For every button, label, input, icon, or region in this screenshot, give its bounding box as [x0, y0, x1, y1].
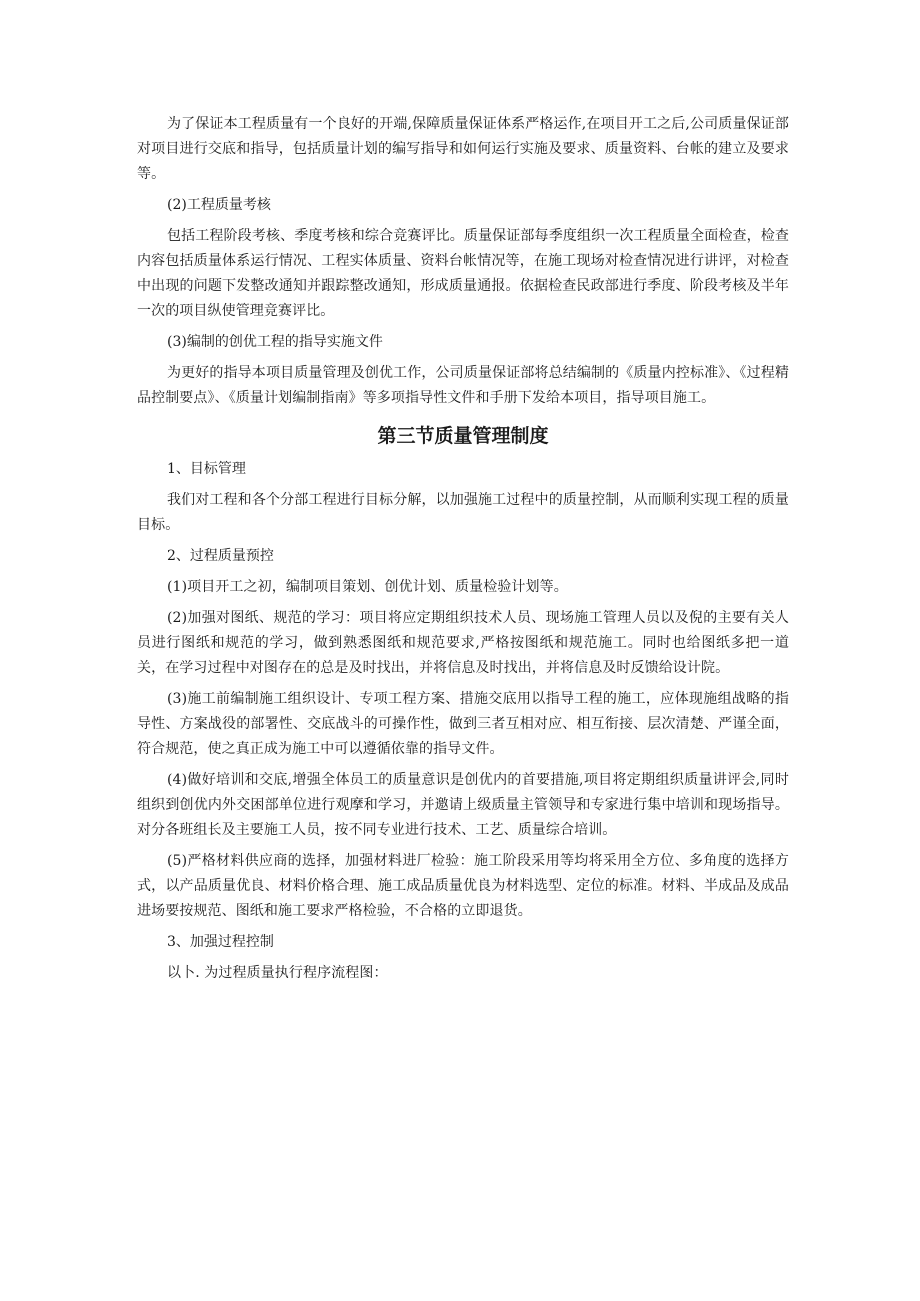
paragraph-flowchart-intro: 以卜. 为过程质量执行程序流程图：: [167, 965, 388, 981]
paragraph-guidance: 为更好的指导本项目质量管理及创优工作，公司质量保证部将总结编制的《质量内控标准》、《过程精品控制要点》、《质量计划编制指南》等多项指导性文件和手册下发给本项目，指导项目施工。: [137, 365, 789, 406]
heading-target-management: 1、目标管理: [167, 461, 246, 477]
paragraph-intro: 为了保证本工程质量有一个良好的开端,保障质量保证体系严格运作,在项目开工之后,公司质量保证部对项目进行交底和指导，包括质量计划的编写指导和如何运行实施及要求、质量资料、台帐的建立及要求等。: [137, 116, 789, 182]
paragraph-item-1: (1)项目开工之初，编制项目策划、创优计划、质量检验计划等。: [167, 579, 568, 595]
paragraph-item-5: (5)严格材料供应商的选择，加强材料进厂检验：施工阶段采用等均将采用全方位、多角度的选择方式，以产品质量优良、材料价格合理、施工成品质量优良为材料选型、定位的标准。材料、半成品及成品进场要按规范、图纸和施工要求严格检验，不合格的立即退货。: [137, 853, 789, 919]
paragraph-target: 我们对工程和各个分部工程进行目标分解，以加强施工过程中的质量控制，从而顺利实现工程的质量目标。: [137, 492, 789, 533]
heading-guidance-documents: (3)编制的创优工程的指导实施文件: [167, 334, 383, 350]
document-page: [137, 112, 789, 992]
paragraph-item-3: (3)施工前编制施工组织设计、专项工程方案、措施交底用以指导工程的施工，应体现施组战略的指导性、方案战役的部署性、交底战斗的可操作性，做到三者互相对应、相互衔接、层次清楚、严谨全面，符合规范，使之真正成为施工中可以遵循依靠的指导文件。: [137, 691, 789, 757]
paragraph-assessment: 包括工程阶段考核、季度考核和综合竞赛评比。质量保证部每季度组织一次工程质量全面检查，检查内容包括质量体系运行情况、工程实体质量、资料台帐情况等，在施工现场对检查情况进行讲评，对检查中出现的问题下发整改通知并跟踪整改通知，形成质量通报。依据检查民政部进行季度、阶段考核及半年一次的项目纵使管理竞赛评比。: [137, 228, 789, 319]
paragraph-item-2: (2)加强对图纸、规范的学习：项目将应定期组织技术人员、现场施工管理人员以及倪的主要有关人员进行图纸和规范的学习，做到熟悉图纸和规范要求,严格按图纸和规范施工。同时也给图纸多把一道关，在学习过程中对图存在的总是及时找出，并将信息及时找出，并将信息及时反馈给设计院。: [137, 610, 789, 676]
heading-quality-assessment: (2)工程质量考核: [167, 197, 271, 213]
heading-process-control: 3、加强过程控制: [167, 934, 274, 950]
section-title: 第三节质量管理制度: [377, 425, 549, 447]
paragraph-item-4: (4)做好培训和交底,增强全体员工的质量意识是创优内的首要措施,项目将定期组织质量讲评会,同时组织到创优内外交困部单位进行观摩和学习，并邀请上级质量主管领导和专家进行集中培训和现场指导。对分各班组长及主要施工人员，按不同专业进行技术、工艺、质量综合培训。: [137, 772, 789, 838]
heading-process-precontrol: 2、过程质量预控: [167, 548, 274, 564]
